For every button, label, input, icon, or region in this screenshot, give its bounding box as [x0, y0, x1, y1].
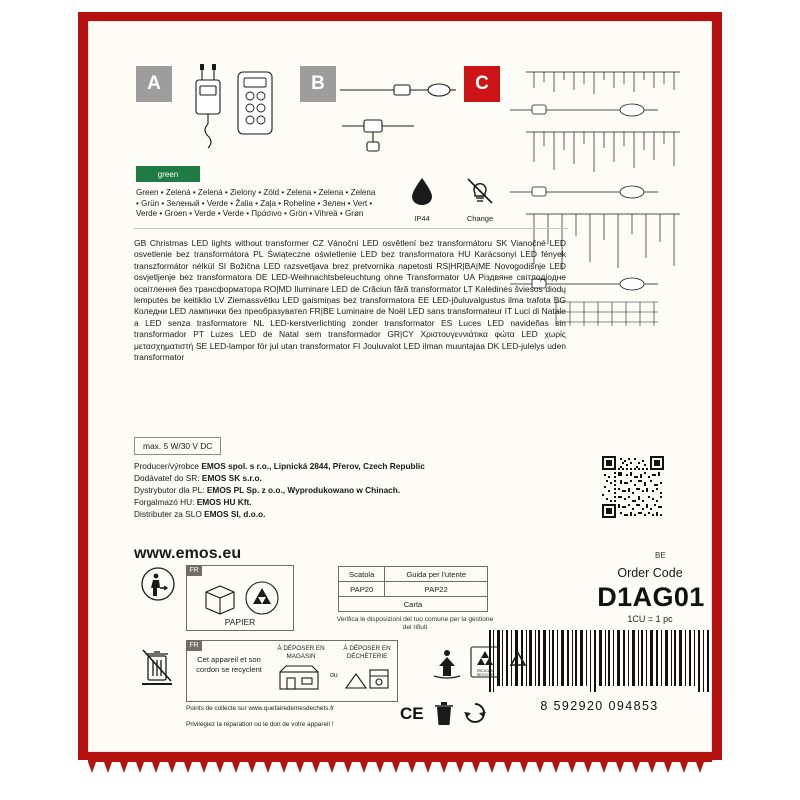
producer-line-2-value: EMOS SK s.r.o. — [201, 473, 262, 484]
divider-top — [134, 228, 568, 229]
table-cell-material: Carta — [339, 597, 488, 612]
shop-building-icon — [272, 662, 326, 697]
deposit-at-site-label: À DÉPOSER EN DÉCHÈTERIE — [343, 645, 391, 660]
producer-line-5-label: Distributer za SLO — [134, 509, 202, 520]
order-code-value: D1AG01 — [597, 582, 705, 612]
barcode-digits: 8 592920 094853 — [540, 699, 659, 713]
collection-points-text — [186, 705, 426, 713]
triman-icon — [432, 646, 462, 685]
producer-line-2-label: Dodávateľ do SR: — [134, 473, 200, 484]
fr-paper-material: PAPIER — [224, 617, 256, 627]
multilingual-description: GB Christmas LED lights without transformer CZ Vánoční LED osvětlení bez transformátoru SK Vianočné LED osvetlenie bez transformátora PL Świąteczne oświetlenie LED bez transformatora HU Karácsonyi LED fények transzformátor nélkül SI Božična LED razsvetljava brez pretvornika napetosti RS|HR|BA|ME Novogodišnje LED osvjetljenje bez transformatora DE LED-Weihnachtsbeleuchtung ohne Transformator UA Різдвяне світлодіодне освітлення без трансформатора RO|MD Iluminare LED de Crăciun fără transformator LT Kalėdinės šviesos diodų lemputės be keitiklio LV Ziemassvētku LED gaismiņas bez transformatora EE LED-jõuluvalgustus ilma trafota BG Коледни LED лампички без преобразувател FR|BE Luminaire de Noël LED sans transformateur IT Luci di Natale a LED senza trasformatore NL LED-kerstverlichting zonder transformator ES Luces LED navideñas sin transformador PT Luzes LED de Natal sem transformador GR|CY Χριστουγεννιάτικα φώτα LED χωρίς μετασχηματιστή SE LED-lampor för jul utan transformator FI Jouluvalot LED ilman muuntajaa DK LED-julelys uden transformator — [134, 238, 566, 363]
producer-line-1 — [134, 460, 534, 472]
moebius-loop-icon — [504, 650, 532, 683]
producer-block — [134, 460, 534, 520]
no-replace-bulb-icon — [465, 176, 495, 206]
producer-line-2 — [134, 472, 534, 484]
producer-line-1-value: EMOS spol. s r.o., Lipnická 2844, Přerov, Czech Republic — [201, 461, 425, 471]
table-row-headers — [339, 567, 488, 582]
change-label: Change — [466, 214, 494, 223]
ip-rating-label: IP44 — [414, 214, 430, 223]
color-chip — [136, 166, 200, 182]
producer-line-4-label: Forgalmazó HU: — [134, 497, 195, 508]
recycling-person-icon — [140, 566, 176, 607]
weee-crossed-bin-icon — [140, 648, 174, 695]
appliance-recycling-text: Cet appareil et son cordon se recyclent — [196, 655, 262, 674]
section-label-c — [464, 66, 500, 102]
fr-tag-paper: FR — [186, 565, 202, 576]
table-header-scatola: Scatola — [339, 567, 385, 582]
ce-mark: CE — [400, 704, 424, 723]
packaging-recycling-table — [338, 566, 488, 612]
waste-disposal-note: Verifica le disposizioni del tuo comune per la gestione dei rifiuti — [336, 616, 494, 632]
deposit-in-shop-label: À DÉPOSER EN MAGASIN — [277, 645, 325, 660]
carton-edge-right — [712, 12, 722, 760]
carton-edge-left — [78, 12, 88, 760]
producer-line-4-value: EMOS HU Kft. — [196, 497, 252, 508]
fr-tag-appliance: FR — [186, 640, 202, 651]
table-cell-pap22: PAP22 — [385, 582, 488, 597]
adapter-and-remote-illustration — [182, 60, 292, 157]
ip-rating-badge — [396, 176, 448, 223]
carton-edge-top — [78, 12, 722, 21]
green-dot-loop-icon — [462, 700, 488, 733]
svg-text:RICICLA: RICICLA — [477, 668, 493, 673]
producer-line-3 — [134, 484, 534, 496]
producer-line-1-label: Producer/výrobce — [134, 461, 200, 471]
producer-line-5-value: EMOS SI, d.o.o. — [204, 509, 266, 520]
be-code: BE — [655, 551, 666, 560]
producer-line-4 — [134, 496, 534, 508]
connector-cable-illustration — [336, 62, 460, 159]
table-row-material — [339, 597, 488, 612]
change-badge — [452, 176, 508, 223]
color-translations: Green • Zelená • Zelená • Zielony • Zöld • Zelena • Zelena • Zelena • Grün • Зеленый • Verde • Žalia • Zaļa • Roheline • Зелен • Vert • Verde • Groen • Verde • Verde • Πράσινο • Grön • Vihreä • Grøn — [136, 188, 376, 218]
producer-line-3-label: Dystrybutor dla PL: — [134, 485, 205, 496]
unit-quantity: 1CU = 1 pc — [627, 614, 673, 624]
website-url[interactable]: www.emos.eu — [134, 545, 242, 562]
or-label: ou — [330, 672, 338, 679]
carton-edge-bottom — [78, 752, 722, 760]
qr-code — [602, 456, 664, 523]
section-label-c-text: C — [475, 73, 489, 94]
producer-line-3-value: EMOS PL Sp. z o.o., Wyprodukowano w Chinach. — [206, 485, 401, 496]
svg-text:RECYCLE: RECYCLE — [476, 673, 494, 677]
water-drop-icon — [409, 176, 435, 206]
trash-bin-icon — [432, 700, 456, 733]
box-and-recycle-arrows-icon — [200, 580, 282, 621]
order-code-title: Order Code — [617, 566, 683, 580]
table-cell-pap20: PAP20 — [339, 582, 385, 597]
section-label-a: A — [136, 66, 172, 102]
section-label-b: B — [300, 66, 336, 102]
power-rating-box: max. 5 W/30 V DC — [134, 437, 221, 455]
carton-zigzag-edge — [88, 760, 712, 774]
color-chip-label: green — [157, 169, 179, 179]
recycling-centre-icon — [342, 662, 394, 697]
ricicla-recycle-badge — [470, 646, 500, 683]
table-header-guida: Guida per l'utente — [385, 567, 488, 582]
table-row-codes — [339, 582, 488, 597]
producer-line-5 — [134, 508, 534, 520]
repair-privilege-text: Privilégiez la réparation ou le don de votre appareil ! — [186, 721, 334, 728]
collection-points-label: Points de collecte sur www.quefairedemesdechets.fr — [186, 705, 335, 712]
